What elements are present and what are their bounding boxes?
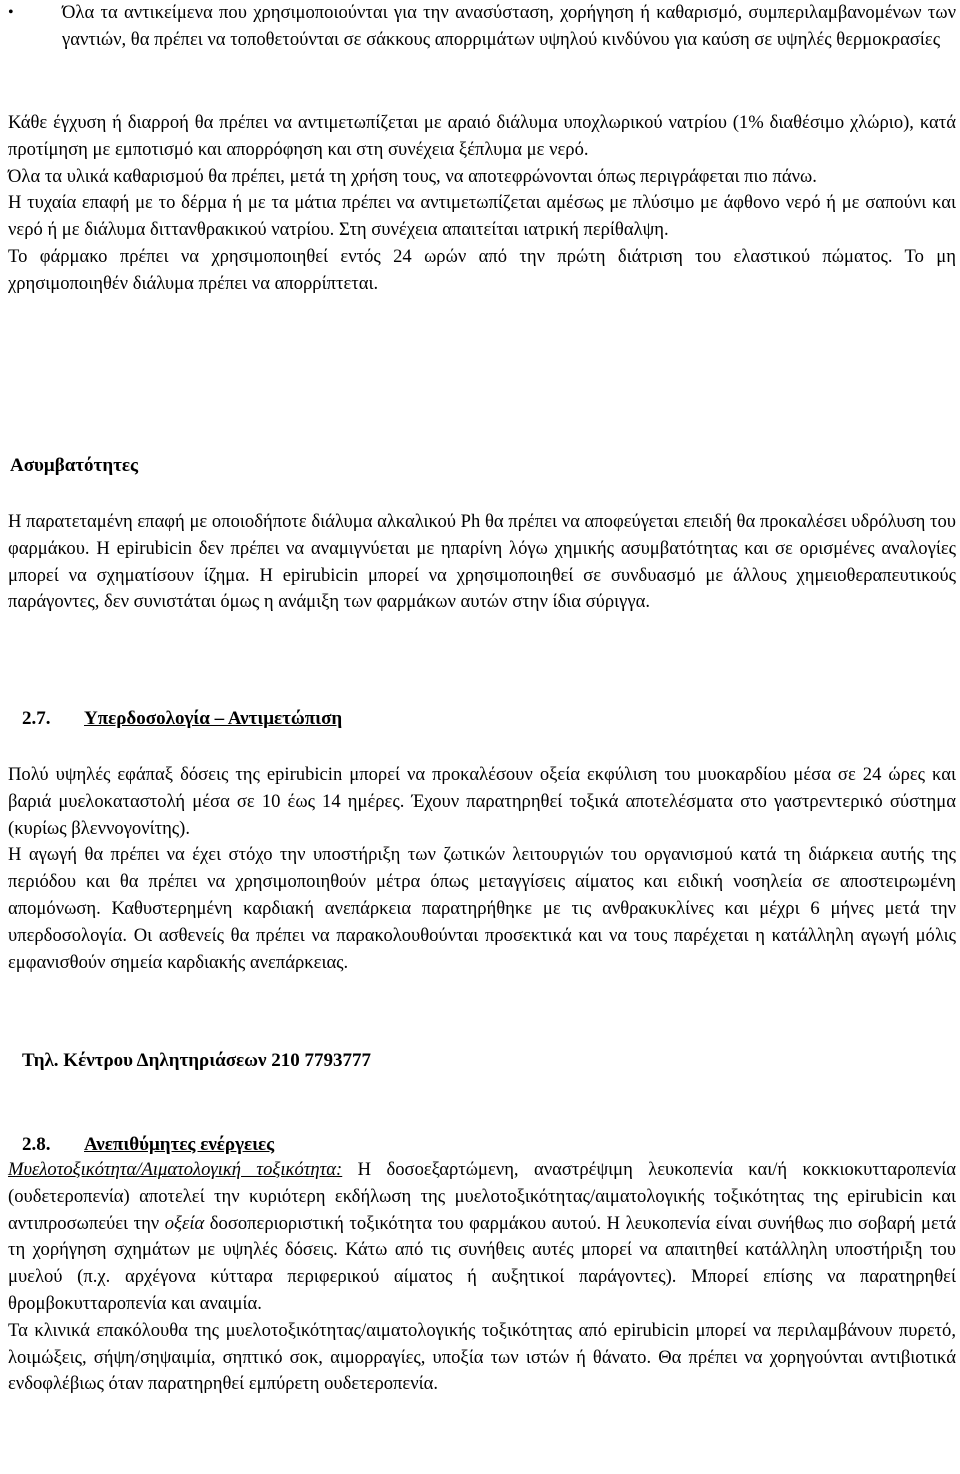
bullet-text: Όλα τα αντικείμενα που χρησιμοποιούνται για την ανασύσταση, χορήγηση ή καθαρισμό, συμπεριλαμβανομένων των γαντιών, θα πρέπει να τοποθετούνται σε σάκκους απορριμάτων υψηλού κινδύνου για καύση σε υψηλές θερμοκρασίες [62, 2, 956, 50]
adverse-effects-section [8, 1157, 956, 1398]
section-number: 2.8. [22, 1134, 51, 1155]
spill-paragraph: Κάθε έγχυση ή διαρροή θα πρέπει να αντιμετωπίζεται με αραιό διάλυμα υποχλωρικού νατρίου (1% διαθέσιμο χλώριο), κατά προτίμηση με εμποτισμό και απορρόφηση και στη συνέχεια ξέπλυμα με νερό. [8, 112, 956, 160]
bullet-dot: • [8, 4, 14, 21]
disposal-bullet-item [8, 0, 956, 54]
myelotoxicity-text-a: Η δοσοεξαρτώμενη, αναστρέψιμη λευκοπενία και/ή κοκκιοκυτταροπενία (ουδετεροπενία) αποτελεί την κυριότερη εκδήλωση της μυελοτοξικότητας/αιματολογικής τοξικότητας της epirubicin και αντιπροσωπεύει την [8, 1159, 956, 1234]
clinical-consequences-paragraph: Τα κλινικά επακόλουθα της μυελοτοξικότητας/αιματολογικής τοξικότητας από epirubicin μπορεί να περιλαμβάνουν πυρετό, λοιμώξεις, σήψη/σηψαιμία, σηπτικό σοκ, αιμορραγίες, υποξία των ιστών ή θάνατο. Θα πρέπει να χορηγούνται αντιβιοτικά ενδοφλέβιως όταν παρατηρηθεί εμπύρετη ουδετεροπενία. [8, 1319, 956, 1395]
incompatibilities-heading: Ασυμβατότητες [10, 455, 138, 476]
handling-section [8, 110, 956, 298]
accidental-contact-paragraph: Η τυχαία επαφή με το δέρμα ή με τα μάτια πρέπει να αντιμετωπίζεται αμέσως με πλύσιμο με άφθονο νερό ή με σαπούνι και νερό ή με διάλυμα διττανθρακικού νατρίου. Στη συνέχεια απαιτείται ιατρική περίθαλψη. [8, 192, 956, 241]
section-title: Υπερδοσολογία – Αντιμετώπιση [84, 708, 343, 729]
cleaning-materials-paragraph: Όλα τα υλικά καθαρισμού θα πρέπει, μετά τη χρήση τους, να αποτεφρώνονται όπως περιγράφεται πιο πάνω. [8, 165, 817, 187]
section-title: Ανεπιθύμητες ενέργειες [84, 1134, 275, 1155]
overdose-section [8, 762, 956, 976]
overdose-heading [22, 706, 342, 733]
incompatibilities-text: Η παρατεταμένη επαφή με οποιοδήποτε διάλυμα αλκαλικού Ph θα πρέπει να αποφεύγεται επειδή θα προκαλέσει υδρόλυση του φαρμάκου. Η epirubicin δεν πρέπει να αναμιγνύεται με ηπαρίνη λόγω χημικής ασυμβατότητας και σε ορισμένες αναλογίες μπορεί να σχηματίσουν ίζημα. Η epirubicin μπορεί να χρησιμοποιηθεί σε συνδυασμό με άλλους χημειοθεραπευτικούς παράγοντες, δεν συνιστάται όμως η ανάμιξη των φαρμάκων αυτών στην ίδια σύριγγα. [8, 511, 956, 613]
myelotoxicity-paragraph [8, 1157, 956, 1318]
poison-center-phone: Τηλ. Κέντρου Δηλητηριάσεων 210 7793777 [22, 1050, 372, 1071]
usage-time-paragraph: Το φάρμακο πρέπει να χρησιμοποιηθεί εντός 24 ωρών από την πρώτη διάτριση του ελαστικού πώματος. Το μη χρησιμοποιηθέν διάλυμα πρέπει να απορρίπτεται. [8, 245, 956, 294]
overdose-paragraph-2: Η αγωγή θα πρέπει να έχει στόχο την υποστήριξη των ζωτικών λειτουργιών του οργανισμού κατά τη διάρκεια αυτής της περιόδου και θα πρέπει να χρησιμοποιηθούν μέτρα όπως μεταγγίσεις αίματος και ειδική νοσηλεία σε αποστειρωμένη απομόνωση. Καθυστερημένη καρδιακή ανεπάρκεια παρατηρήθηκε με τις ανθρακυκλίνες και μέχρι 6 μήνες μετά την υπερδοσολογία. Οι ασθενείς θα πρέπει να παρακολουθούνται προσεκτικά και να τους παρέχεται η κατάλληλη αγωγή μόλις εμφανισθούν σημεία καρδιακής ανεπάρκειας. [8, 844, 956, 973]
overdose-paragraph-1: Πολύ υψηλές εφάπαξ δόσεις της epirubicin μπορεί να προκαλέσουν οξεία εκφύλιση του μυοκαρδίου μέσα σε 24 ώρες και βαριά μυελοκαταστολή μέσα σε 10 έως 14 ημέρες. Έχουν παρατηρηθεί τοξικά αποτελέσματα στο γαστρεντερικό σύστημα (κυρίως βλεννογονίτης). [8, 764, 956, 839]
myelotoxicity-label: Μυελοτοξικότητα/Αιματολογική τοξικότητα: [8, 1159, 343, 1180]
acute-emphasis: οξεία [164, 1212, 205, 1234]
section-number: 2.7. [22, 708, 51, 729]
myelotoxicity-text-b: δοσοπεριοριστική τοξικότητα του φαρμάκου αυτού. Η λευκοπενία είναι συνήθως πιο σοβαρή μετά τη χορήγηση σχημάτων με υψηλές δόσεις. Κάτω από τις συνήθεις αυτές μπορεί να απαιτηθεί κατάλληλη υποστήριξη του μυελού (π.χ. αρχέγονα κύτταρα περιφερικού αίματος ή αυξητικοί παράγοντες). Μπορεί επίσης να παρατηρηθεί θρομβοκυτταροπενία και αναιμία. [8, 1212, 956, 1314]
adverse-effects-heading [22, 1132, 274, 1159]
